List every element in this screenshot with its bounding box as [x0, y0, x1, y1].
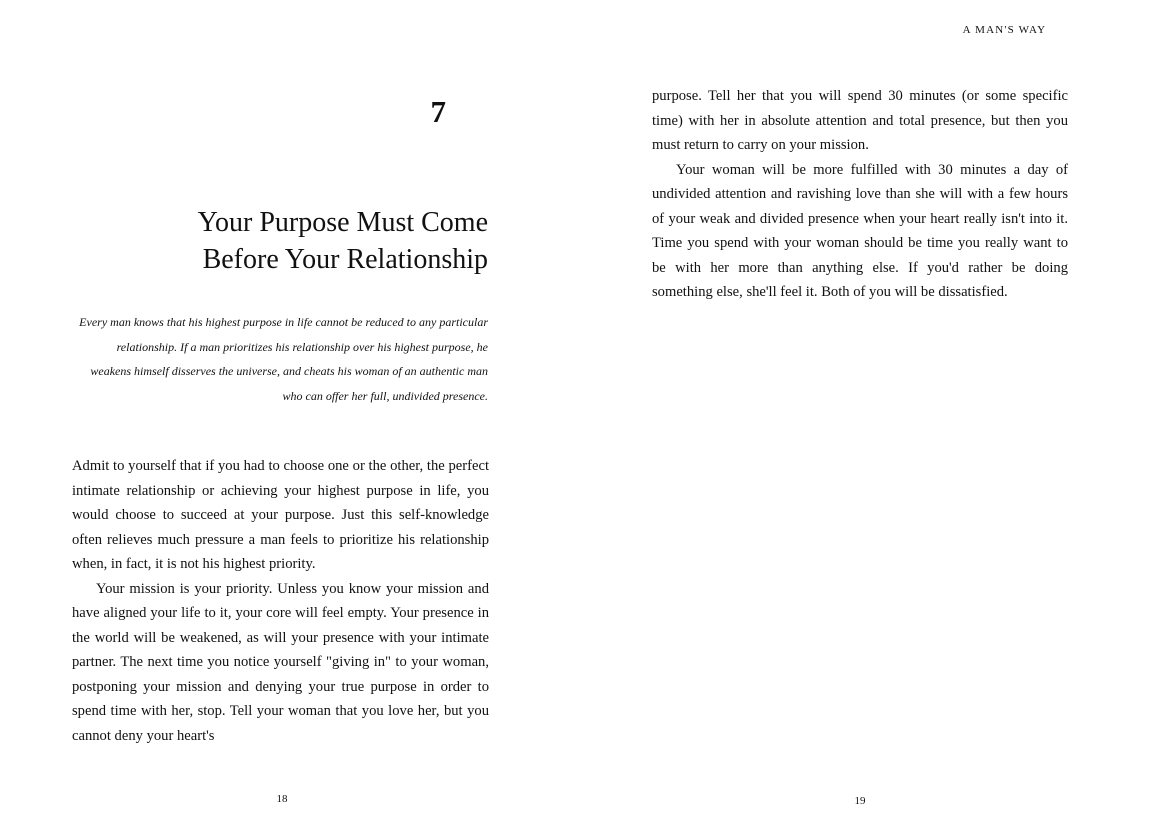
chapter-title-line-1: Your Purpose Must Come — [197, 207, 488, 238]
body-paragraph: Admit to yourself that if you had to choose one or the other, the perfect intimate relationship or achieving your highest purpose in life, you would choose to succeed at your purpose. Just this self-knowledge often relieves much pressure a man feels to prioritize his relationship when, in fact, it is not his highest priority. — [72, 458, 489, 572]
chapter-title-line-2: Before Your Relationship — [202, 244, 488, 275]
left-body-text — [72, 454, 489, 748]
page-number: 18 — [276, 793, 288, 805]
right-body-text — [652, 84, 1068, 305]
body-paragraph: Your woman will be more fulfilled with 30 minutes a day of undivided attention and ravishing love than she will with a few hours of your weak and divided presence when your heart really isn't into it. Time you spend with your woman should be time you really want to be with her more than anything else. If you'd rather be doing something else, she'll feel it. Both of you will be dissatisfied. — [652, 161, 1068, 300]
chapter-number: 7 — [430, 94, 446, 129]
body-paragraph: purpose. Tell her that you will spend 30 minutes (or some specific time) with her in absolute attention and total presence, but then you must return to carry on your mission. — [652, 88, 1068, 153]
chapter-title — [68, 204, 488, 278]
chapter-epigraph: Every man knows that his highest purpose in life cannot be reduced to any particular relationship. If a man prioritizes his relationship over his highest purpose, he weakens himself disserves the universe, and cheats his woman of an authentic man who can offer her full, undivided presence. — [79, 315, 488, 403]
page-number: 19 — [854, 795, 866, 807]
running-head: A MAN'S WAY — [962, 24, 1047, 36]
right-page — [575, 0, 1149, 835]
body-paragraph: Your mission is your priority. Unless you know your mission and have aligned your life to it, your core will feel empty. Your presence in the world will be weakened, as will your presence with your intimate partner. The next time you notice yourself "giving in" to your woman, postponing your mission and denying your true purpose in order to spend time with her, stop. Tell your woman that you love her, but you cannot deny your heart's — [72, 580, 489, 744]
